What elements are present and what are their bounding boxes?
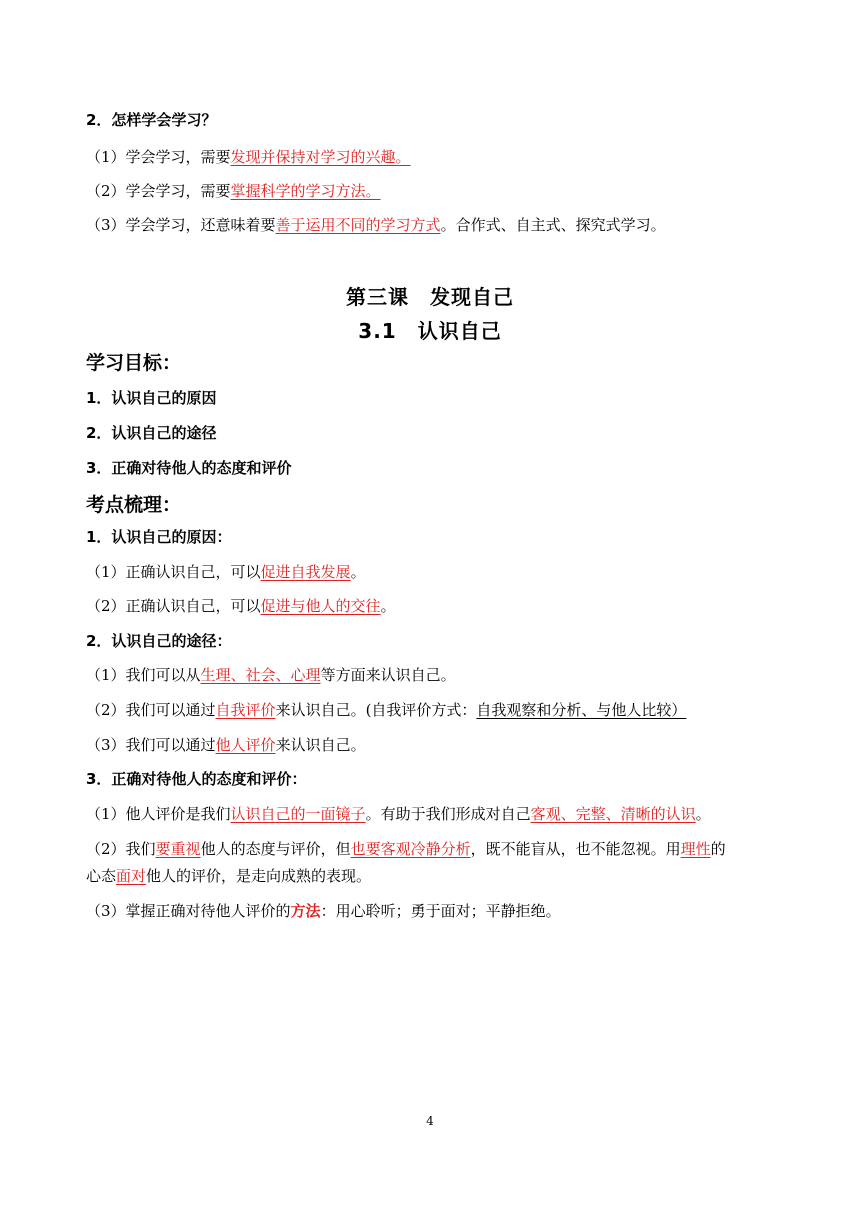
goal-item: 1．认识自己的原因 — [86, 389, 217, 407]
highlight-text: 也要客观冷静分析 — [350, 840, 471, 858]
paragraph — [86, 735, 366, 755]
text: 。 — [350, 563, 366, 581]
paragraph — [86, 866, 371, 886]
text: 。 — [380, 597, 396, 615]
review-heading: 考点梳理： — [86, 494, 182, 516]
highlight-text: 他人评价 — [215, 736, 276, 754]
paragraph — [86, 596, 396, 616]
highlight-text: 理性 — [680, 840, 711, 858]
text: 他人的评价，是走向成熟的表现。 — [146, 867, 372, 885]
underlined-text: 自我观察和分析、与他人比较） — [476, 701, 687, 719]
highlight-text: 方法 — [290, 902, 321, 920]
goals-heading: 学习目标： — [86, 352, 182, 374]
point-heading: 1．认识自己的原因： — [86, 528, 232, 546]
text: 来认识自己。(自我评价方式： — [275, 701, 477, 719]
text: （3）掌握正确对待他人评价的 — [86, 902, 291, 920]
text: 。合作式、自主式、探究式学习。 — [440, 216, 666, 234]
goal-item: 3．正确对待他人的态度和评价 — [86, 459, 292, 477]
text: （1）他人评价是我们 — [86, 805, 231, 823]
point-heading: 3．正确对待他人的态度和评价： — [86, 770, 307, 788]
highlight-text: 客观、完整、清晰的认识 — [530, 805, 696, 823]
highlight-text: 促进与他人的交往 — [260, 597, 381, 615]
highlight-text: 促进自我发展 — [260, 563, 351, 581]
goal-item: 2．认识自己的途径 — [86, 424, 217, 442]
highlight-text: 掌握科学的学习方法。 — [230, 182, 381, 200]
text: 。 — [695, 805, 711, 823]
text: （2）学会学习，需要 — [86, 182, 231, 200]
paragraph — [86, 562, 366, 582]
page-number: 4 — [426, 1114, 434, 1128]
text: （1）正确认识自己，可以 — [86, 563, 261, 581]
text: 心态 — [86, 867, 117, 885]
highlight-text: 发现并保持对学习的兴趣。 — [230, 148, 411, 166]
highlight-text: 认识自己的一面镜子 — [230, 805, 366, 823]
lesson-subtitle: 3.1 认识自己 — [358, 319, 502, 343]
text: 来认识自己。 — [275, 736, 366, 754]
paragraph — [86, 665, 456, 685]
highlight-text: 要重视 — [155, 840, 201, 858]
lesson-title: 第三课 发现自己 — [346, 285, 514, 309]
text: （1）学会学习，需要 — [86, 148, 231, 166]
text: ，既不能盲从，也不能忽视。用 — [470, 840, 681, 858]
text: ：用心聆听；勇于面对；平静拒绝。 — [320, 902, 561, 920]
text: （1）我们可以从 — [86, 666, 201, 684]
text: （2）我们可以通过 — [86, 701, 216, 719]
highlight-text: 善于运用不同的学习方式 — [275, 216, 441, 234]
text: （3）学会学习，还意味着要 — [86, 216, 276, 234]
text: 他人的态度与评价，但 — [200, 840, 351, 858]
highlight-text: 自我评价 — [215, 701, 276, 719]
text: 。有助于我们形成对自己 — [365, 805, 531, 823]
text: （3）我们可以通过 — [86, 736, 216, 754]
text: （2）我们 — [86, 840, 156, 858]
paragraph — [86, 147, 411, 167]
text: 等方面来认识自己。 — [320, 666, 456, 684]
paragraph — [86, 901, 561, 921]
paragraph — [86, 804, 711, 824]
paragraph — [86, 839, 726, 859]
text: 的 — [710, 840, 726, 858]
paragraph — [86, 700, 686, 720]
section-heading: 2．怎样学会学习？ — [86, 111, 217, 129]
text: （2）正确认识自己，可以 — [86, 597, 261, 615]
paragraph — [86, 215, 666, 235]
highlight-text: 生理、社会、心理 — [200, 666, 321, 684]
point-heading: 2．认识自己的途径： — [86, 632, 232, 650]
highlight-text: 面对 — [116, 867, 147, 885]
paragraph — [86, 181, 381, 201]
